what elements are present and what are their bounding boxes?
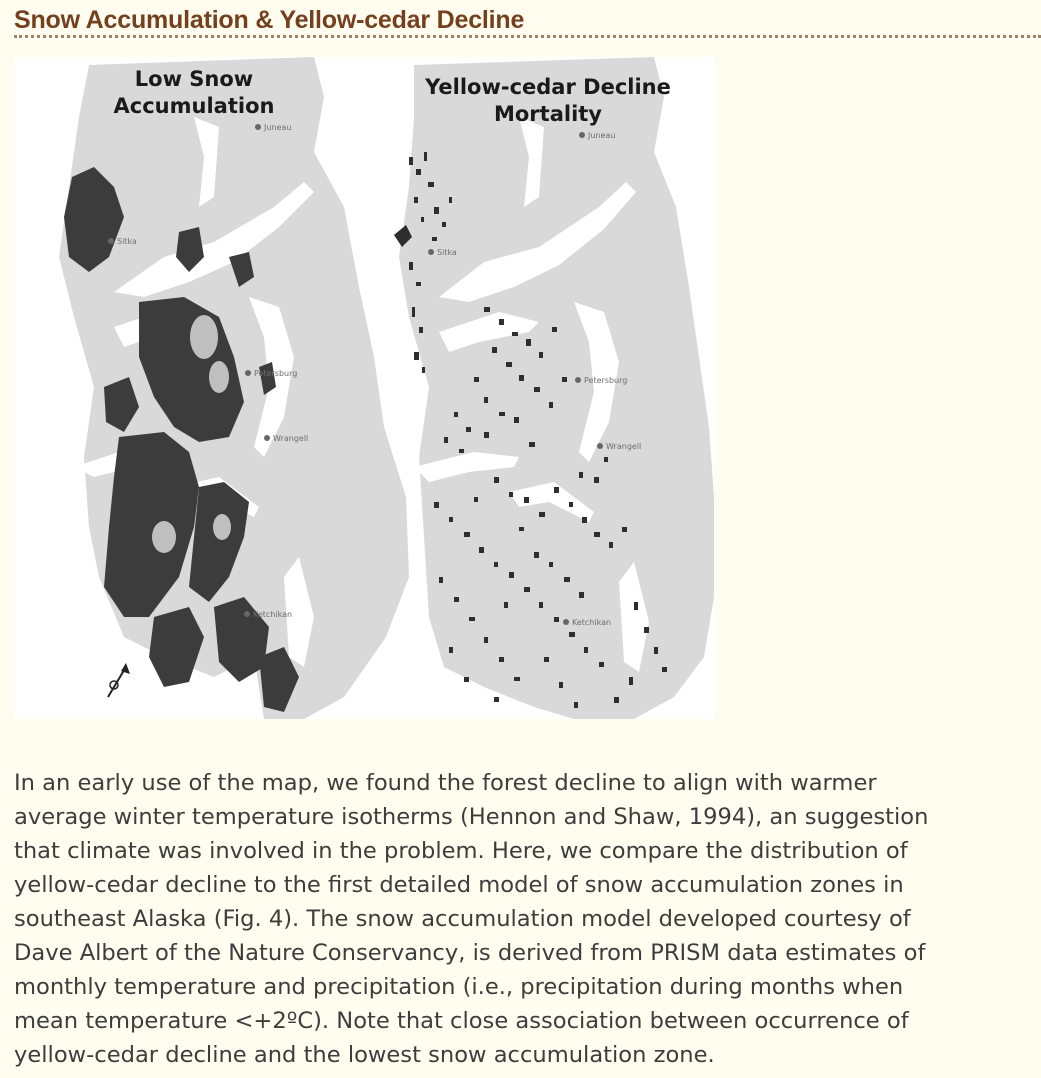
left-city-wrangell: Wrangell [273,434,309,443]
left-map-title-line2: Accumulation [113,94,275,118]
body-paragraph: In an early use of the map, we found the forest decline to align with warmer average winter temperature isotherms (Hennon and Shaw, 1994), an suggestion that climate was involved in the problem. Here, we compare the distribution of yellow-cedar decline to the first detailed model of snow accumulation zones in southeast Alaska (Fig. 4). The snow accumulation model developed courtesy of Dave Albert of the Nature Conservancy, is derived from PRISM data estimates of monthly temperature and precipitation (i.e., precipitation during months when mean temperature <+2ºC). Note that close association between occurrence of yellow-cedar decline and the lowest snow accumulation zone. [14,770,929,1068]
right-city-wrangell: Wrangell [606,442,642,451]
left-city-sitka: Sitka [117,237,137,246]
section-heading [14,4,1041,38]
right-map-title-line1: Yellow-cedar Decline [425,75,671,99]
right-city-petersburg: Petersburg [584,376,628,385]
maps-image [14,57,714,719]
right-city-juneau: Juneau [588,131,616,140]
figure-maps [14,57,714,719]
left-map-title-line1: Low Snow [134,67,254,91]
left-city-ketchikan: Ketchikan [253,610,293,619]
left-city-petersburg: Petersburg [254,369,298,378]
left-city-juneau: Juneau [264,123,292,132]
right-city-ketchikan: Ketchikan [572,618,612,627]
right-map-title-line2: Mortality [493,102,603,126]
right-city-sitka: Sitka [437,248,457,257]
page-title: Snow Accumulation & Yellow-cedar Decline [14,6,525,34]
